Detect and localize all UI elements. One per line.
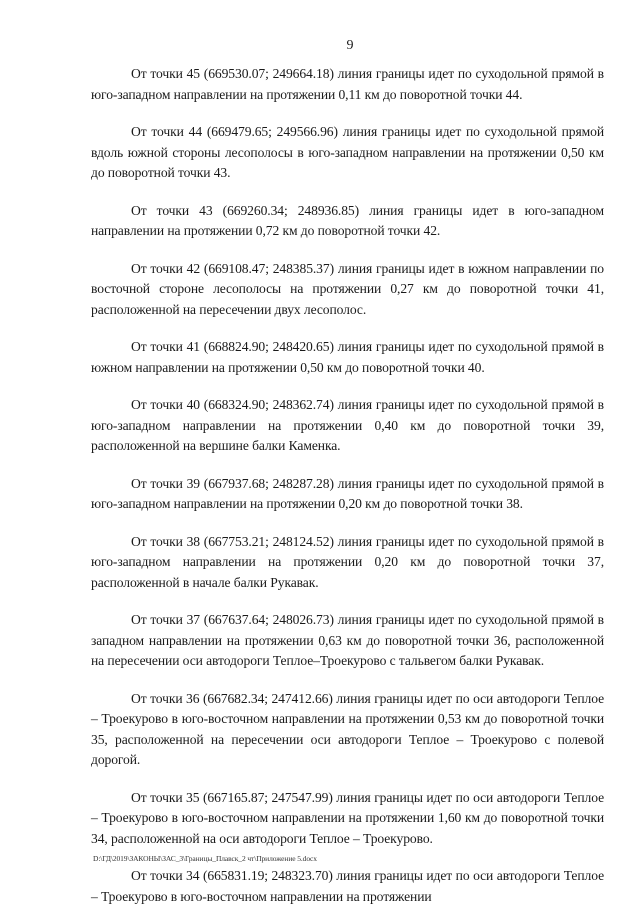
paragraph-point-40: От точки 40 (668324.90; 248362.74) линия границы идет по суходольной прямой в юго-западном направлении на протяжении 0,40 км до поворотной точки 39, расположенной на вершине балки Каменка. [91, 397, 604, 453]
paragraph-point-34: От точки 34 (665831.19; 248323.70) линия границы идет по оси автодороги Теплое – Троекурово в юго-восточном направлении на протяжении [91, 868, 604, 904]
paragraph-point-42: От точки 42 (669108.47; 248385.37) линия границы идет в южном направлении по восточной стороне лесополосы на протяжении 0,27 км до поворотной точки 41, расположенной на пересечении двух лесополос. [91, 260, 604, 317]
paragraph-point-39: От точки 39 (667937.68; 248287.28) линия границы идет по суходольной прямой в юго-западном направлении на протяжении 0,20 км до поворотной точки 38. [91, 475, 604, 511]
paragraph-point-41: От точки 41 (668824.90; 248420.65) линия границы идет по суходольной прямой в южном направлении на протяжении 0,50 км до поворотной точки 40. [91, 339, 604, 375]
paragraph-point-37: От точки 37 (667637.64; 248026.73) линия границы идет по суходольной прямой в западном направлении на протяжении 0,63 км до поворотной точки 36, расположенной на пересечении оси автодороги Теплое–Троекурово с тальвегом балки Рукавак. [91, 612, 604, 668]
paragraph-point-44: От точки 44 (669479.65; 249566.96) линия границы идет по суходольной прямой вдоль южной стороны лесополосы в юго-западном направлении на протяжении 0,50 км до поворотной точки 43. [91, 124, 604, 180]
document-body [91, 64, 604, 924]
page-number: 9 [346, 38, 354, 53]
file-path-footer: D:\ГД\2019\ЗАКОНЫ\ЗАС_3\Границы_Плавск_2 чт\Приложение 5.docx [93, 854, 317, 863]
paragraph-point-35: От точки 35 (667165.87; 247547.99) линия границы идет по оси автодороги Теплое – Троекурово в юго-восточном направлении на протяжении 1,60 км до поворотной точки 34, расположенной на оси автодороги Теплое – Троекурово. [91, 789, 604, 846]
paragraph-point-36: От точки 36 (667682.34; 247412.66) линия границы идет по оси автодороги Теплое – Троекурово в юго-восточном направлении на протяжении 0,53 км до поворотной точки 35, расположенной на пересечении оси автодороги Теплое – Троекурово с полевой дорогой. [91, 690, 604, 767]
paragraph-point-43: От точки 43 (669260.34; 248936.85) линия границы идет в юго-западном направлении на протяжении 0,72 км до поворотной точки 42. [91, 202, 604, 238]
paragraph-point-38: От точки 38 (667753.21; 248124.52) линия границы идет по суходольной прямой в юго-западном направлении на протяжении 0,20 км до поворотной точки 37, расположенной в начале балки Рукавак. [91, 533, 604, 590]
paragraph-point-45: От точки 45 (669530.07; 249664.18) линия границы идет по суходольной прямой в юго-западном направлении на протяжении 0,11 км до поворотной точки 44. [91, 66, 604, 102]
